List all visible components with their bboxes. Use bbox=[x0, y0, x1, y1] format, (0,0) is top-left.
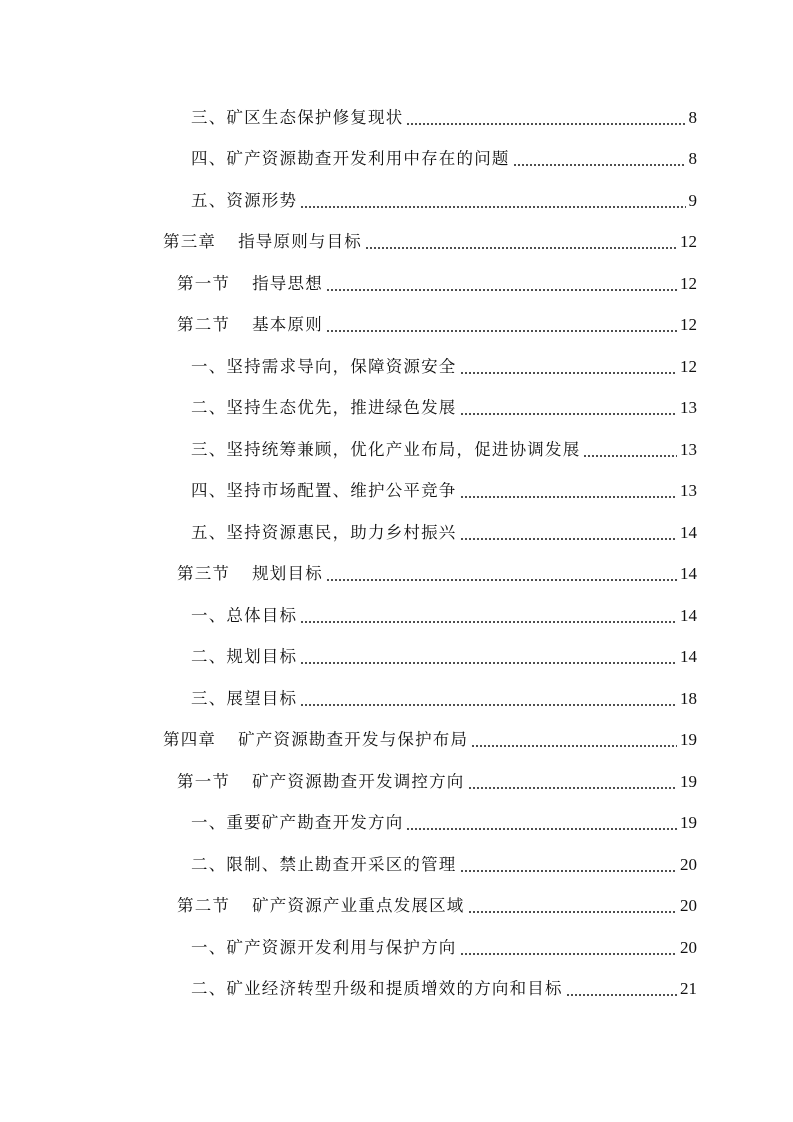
toc-dot-leader bbox=[468, 910, 677, 914]
toc-entry-title: 坚持统筹兼顾，优化产业布局，促进协调发展 bbox=[226, 439, 581, 459]
toc-entry-prefix: 第三节 bbox=[177, 564, 231, 584]
toc-page-number: 13 bbox=[680, 439, 697, 459]
toc-entry-title: 矿区生态保护修复现状 bbox=[226, 107, 404, 127]
toc-entry-prefix: 二、 bbox=[191, 979, 227, 999]
toc-entry-prefix: 第四章 bbox=[163, 730, 217, 750]
toc-page-number: 19 bbox=[680, 771, 697, 791]
toc-entry-label bbox=[191, 357, 457, 377]
toc-dot-leader bbox=[460, 869, 677, 873]
toc-page-number: 12 bbox=[680, 232, 697, 252]
toc-entry-label bbox=[191, 855, 457, 875]
toc-entry-label bbox=[191, 689, 297, 709]
toc-page-number: 20 bbox=[680, 896, 697, 916]
toc-entry-section[interactable] bbox=[0, 886, 793, 928]
toc-entry-prefix: 二、 bbox=[191, 398, 227, 418]
toc-page-number: 20 bbox=[680, 937, 697, 957]
toc-entry-item[interactable] bbox=[0, 388, 793, 430]
toc-entry-item[interactable] bbox=[0, 637, 793, 679]
toc-entry-prefix: 三、 bbox=[191, 107, 227, 127]
toc-entry-label bbox=[177, 896, 465, 916]
toc-entry-label bbox=[191, 647, 297, 667]
toc-page-number: 12 bbox=[680, 356, 697, 376]
toc-entry-prefix: 四、 bbox=[191, 149, 227, 169]
toc-entry-title: 重要矿产勘查开发方向 bbox=[226, 813, 404, 833]
toc-page-number: 8 bbox=[688, 149, 697, 169]
toc-entry-item[interactable] bbox=[0, 844, 793, 886]
toc-dot-leader bbox=[460, 537, 677, 541]
toc-entry-prefix: 四、 bbox=[191, 481, 227, 501]
toc-entry-label bbox=[191, 398, 457, 418]
toc-entry-prefix: 五、 bbox=[191, 190, 227, 210]
toc-entry-label bbox=[163, 730, 468, 750]
toc-entry-title: 矿业经济转型升级和提质增效的方向和目标 bbox=[226, 979, 563, 999]
toc-dot-leader bbox=[583, 454, 677, 458]
toc-page-number: 8 bbox=[688, 107, 697, 127]
toc-page-number: 20 bbox=[680, 854, 697, 874]
toc-entry-label bbox=[191, 149, 510, 169]
toc-entry-item[interactable] bbox=[0, 969, 793, 1011]
toc-entry-title: 矿产资源开发利用与保护方向 bbox=[226, 937, 457, 957]
toc-entry-label bbox=[191, 813, 403, 833]
toc-entry-title: 展望目标 bbox=[226, 688, 298, 708]
toc-page-number: 12 bbox=[680, 273, 697, 293]
toc-entry-chapter[interactable] bbox=[0, 222, 793, 264]
toc-entry-title: 限制、禁止勘查开采区的管理 bbox=[226, 854, 457, 874]
toc-entry-prefix: 第一节 bbox=[177, 771, 231, 791]
toc-dot-leader bbox=[365, 246, 677, 250]
toc-page-number: 21 bbox=[680, 979, 697, 999]
toc-entry-label bbox=[191, 481, 457, 501]
toc-dot-leader bbox=[326, 288, 677, 292]
toc-entry-section[interactable] bbox=[0, 263, 793, 305]
toc-entry-prefix: 二、 bbox=[191, 854, 227, 874]
toc-entry-chapter[interactable] bbox=[0, 720, 793, 762]
toc-entry-title: 指导原则与目标 bbox=[238, 232, 363, 252]
toc-entry-label bbox=[163, 232, 362, 252]
toc-dot-leader bbox=[468, 786, 677, 790]
toc-page-number: 14 bbox=[680, 522, 697, 542]
toc-entry-prefix: 三、 bbox=[191, 688, 227, 708]
toc-entry-item[interactable] bbox=[0, 678, 793, 720]
toc-entry-prefix: 一、 bbox=[191, 356, 227, 376]
toc-entry-item[interactable] bbox=[0, 139, 793, 181]
toc-entry-title: 基本原则 bbox=[252, 315, 323, 335]
toc-page-number: 12 bbox=[680, 315, 697, 335]
toc-entry-label bbox=[177, 564, 323, 584]
toc-dot-leader bbox=[471, 744, 677, 748]
toc-entry-item[interactable] bbox=[0, 346, 793, 388]
toc-entry-label bbox=[177, 315, 323, 335]
toc-entry-item[interactable] bbox=[0, 471, 793, 513]
toc-entry-section[interactable] bbox=[0, 761, 793, 803]
toc-page-number: 18 bbox=[680, 688, 697, 708]
toc-entry-prefix: 第三章 bbox=[163, 232, 217, 252]
toc-entry-prefix: 一、 bbox=[191, 605, 227, 625]
toc-dot-leader bbox=[460, 412, 677, 416]
toc-dot-leader bbox=[460, 371, 677, 375]
toc-entry-label bbox=[191, 979, 563, 999]
toc-entry-item[interactable] bbox=[0, 97, 793, 139]
toc-dot-leader bbox=[406, 827, 677, 831]
toc-entry-prefix: 第二节 bbox=[177, 315, 231, 335]
toc-entry-title: 坚持市场配置、维护公平竞争 bbox=[226, 481, 457, 501]
toc-entry-title: 坚持资源惠民，助力乡村振兴 bbox=[226, 522, 457, 542]
toc-dot-leader bbox=[300, 703, 677, 707]
toc-entry-section[interactable] bbox=[0, 305, 793, 347]
toc-entry-label bbox=[177, 772, 465, 792]
toc-dot-leader bbox=[300, 661, 677, 665]
toc-entry-section[interactable] bbox=[0, 554, 793, 596]
toc-entry-title: 规划目标 bbox=[252, 564, 323, 584]
toc-entry-title: 矿产资源勘查开发调控方向 bbox=[252, 771, 465, 791]
toc-entry-title: 矿产资源产业重点发展区域 bbox=[252, 896, 465, 916]
toc-page-number: 14 bbox=[680, 564, 697, 584]
toc-dot-leader bbox=[300, 620, 677, 624]
toc-dot-leader bbox=[460, 952, 677, 956]
table-of-contents bbox=[0, 97, 793, 1010]
toc-page-number: 19 bbox=[680, 730, 697, 750]
toc-entry-label bbox=[191, 523, 457, 543]
toc-page-number: 9 bbox=[688, 190, 697, 210]
toc-entry-item[interactable] bbox=[0, 180, 793, 222]
toc-entry-title: 坚持需求导向，保障资源安全 bbox=[226, 356, 457, 376]
toc-dot-leader bbox=[566, 993, 677, 997]
toc-dot-leader bbox=[513, 163, 686, 167]
toc-entry-item[interactable] bbox=[0, 803, 793, 845]
toc-entry-prefix: 二、 bbox=[191, 647, 227, 667]
toc-entry-title: 资源形势 bbox=[226, 190, 298, 210]
toc-entry-title: 矿产资源勘查开发利用中存在的问题 bbox=[226, 149, 510, 169]
toc-entry-label bbox=[191, 938, 457, 958]
toc-entry-prefix: 第一节 bbox=[177, 273, 231, 293]
toc-dot-leader bbox=[326, 329, 677, 333]
toc-entry-label bbox=[191, 191, 297, 211]
toc-dot-leader bbox=[406, 122, 685, 126]
toc-entry-title: 总体目标 bbox=[226, 605, 298, 625]
toc-entry-label bbox=[191, 108, 403, 128]
toc-entry-label bbox=[191, 440, 580, 460]
toc-dot-leader bbox=[300, 205, 685, 209]
toc-page-number: 13 bbox=[680, 398, 697, 418]
toc-entry-item[interactable] bbox=[0, 927, 793, 969]
toc-entry-title: 规划目标 bbox=[226, 647, 298, 667]
toc-page-number: 13 bbox=[680, 481, 697, 501]
toc-entry-prefix: 三、 bbox=[191, 439, 227, 459]
toc-entry-prefix: 第二节 bbox=[177, 896, 231, 916]
toc-dot-leader bbox=[460, 495, 677, 499]
toc-entry-item[interactable] bbox=[0, 512, 793, 554]
toc-entry-item[interactable] bbox=[0, 429, 793, 471]
toc-entry-prefix: 一、 bbox=[191, 813, 227, 833]
toc-entry-title: 坚持生态优先，推进绿色发展 bbox=[226, 398, 457, 418]
toc-page-number: 19 bbox=[680, 813, 697, 833]
toc-entry-title: 矿产资源勘查开发与保护布局 bbox=[238, 730, 469, 750]
toc-dot-leader bbox=[326, 578, 677, 582]
toc-entry-item[interactable] bbox=[0, 595, 793, 637]
toc-entry-title: 指导思想 bbox=[252, 273, 323, 293]
toc-entry-label bbox=[177, 274, 323, 294]
toc-entry-prefix: 五、 bbox=[191, 522, 227, 542]
toc-entry-prefix: 一、 bbox=[191, 937, 227, 957]
toc-page-number: 14 bbox=[680, 647, 697, 667]
toc-entry-label bbox=[191, 606, 297, 626]
toc-page-number: 14 bbox=[680, 605, 697, 625]
